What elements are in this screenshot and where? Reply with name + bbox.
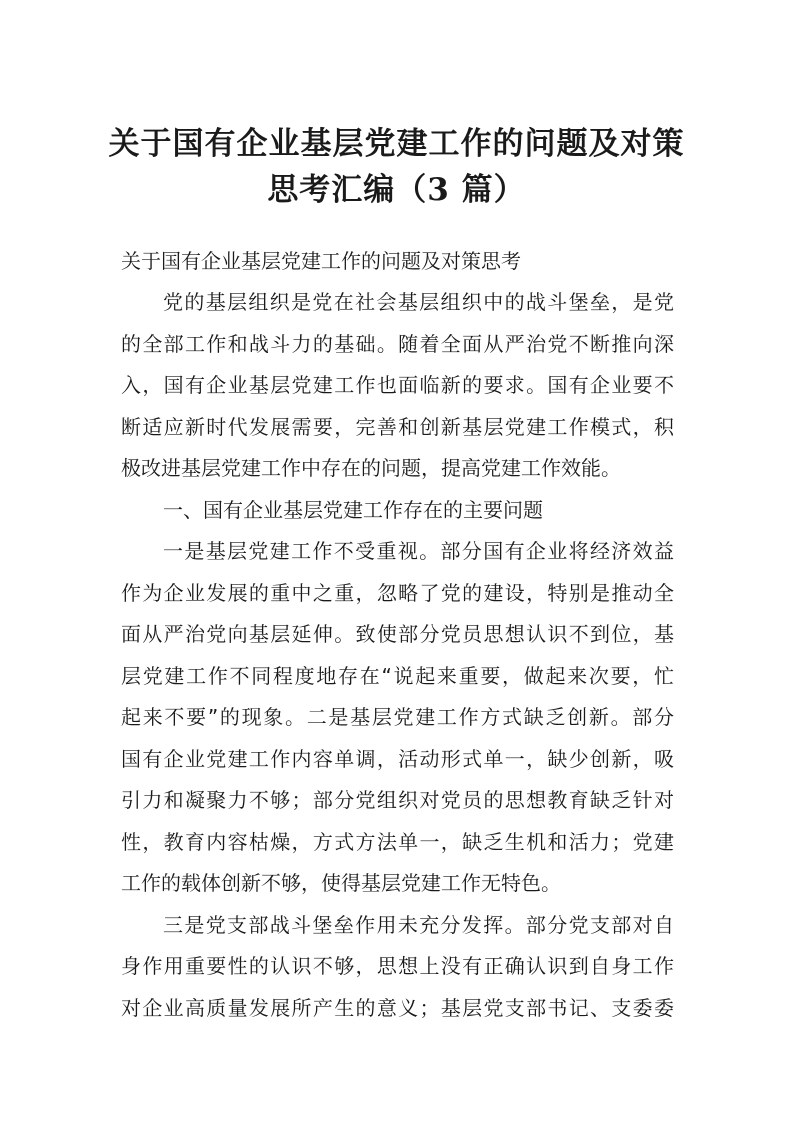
section-heading: 一、国有企业基层党建工作存在的主要问题: [163, 498, 543, 522]
section-subtitle: 关于国有企业基层党建工作的问题及对策思考: [121, 249, 521, 273]
body-line: 引力和凝聚力不够；部分党组织对党员的思想教育缺乏针对: [121, 788, 674, 812]
body-line: 入，国有企业基层党建工作也面临新的要求。国有企业要不: [121, 373, 674, 397]
body-line: 三是党支部战斗堡垒作用未充分发挥。部分党支部对自: [163, 913, 674, 937]
body-line: 极改进基层党建工作中存在的问题，提高党建工作效能。: [121, 456, 621, 480]
body-line: 作为企业发展的重中之重，忽略了党的建设，特别是推动全: [121, 581, 674, 605]
document-title-line-2: 思考汇编（3 篇）: [267, 172, 526, 208]
body-line: 国有企业党建工作内容单调，活动形式单一，缺少创新，吸: [121, 747, 674, 771]
body-line: 性，教育内容枯燥，方式方法单一，缺乏生机和活力；党建: [121, 830, 674, 854]
body-line: 党的基层组织是党在社会基层组织中的战斗堡垒，是党: [163, 290, 674, 314]
body-line: 起来不要”的现象。二是基层党建工作方式缺乏创新。部分: [121, 705, 674, 729]
body-line: 断适应新时代发展需要，完善和创新基层党建工作模式，积: [121, 415, 674, 439]
body-line: 对企业高质量发展所产生的意义；基层党支部书记、支委委: [121, 996, 674, 1020]
body-line: 的全部工作和战斗力的基础。随着全面从严治党不断推向深: [121, 332, 674, 356]
document-title-line-1: 关于国有企业基层党建工作的问题及对策: [108, 126, 685, 162]
body-line: 身作用重要性的认识不够，思想上没有正确认识到自身工作: [121, 954, 674, 978]
body-line: 层党建工作不同程度地存在“说起来重要，做起来次要，忙: [121, 664, 674, 688]
body-line: 工作的载体创新不够，使得基层党建工作无特色。: [121, 871, 561, 895]
body-line: 面从严治党向基层延伸。致使部分党员思想认识不到位，基: [121, 622, 674, 646]
body-line: 一是基层党建工作不受重视。部分国有企业将经济效益: [163, 539, 674, 563]
